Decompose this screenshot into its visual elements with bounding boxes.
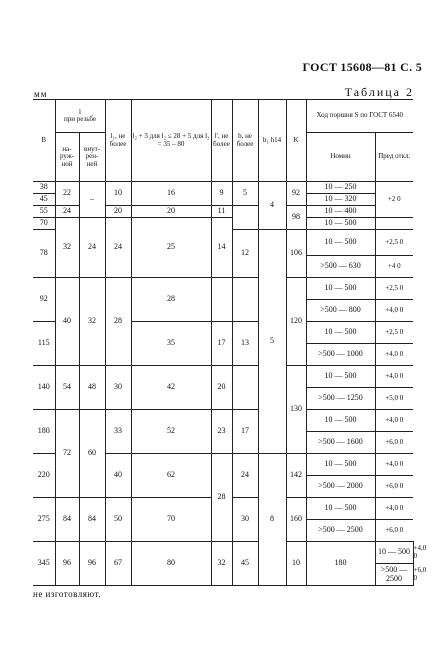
- cell-b: 345: [33, 542, 55, 586]
- cell-b-small: 12: [232, 230, 258, 278]
- cell-l2: 35: [131, 322, 211, 366]
- cell-b: 92: [33, 278, 55, 322]
- cell-tolerance: +2,5 0: [375, 322, 413, 344]
- col-tolerance: Пред откл.: [375, 133, 413, 182]
- cell-b: 55: [33, 206, 55, 218]
- col-l-subtitle: при резьбе: [64, 115, 96, 123]
- document-reference: ГОСТ 15608—81 С. 5: [302, 60, 422, 74]
- cell-stroke: 10 — 500: [375, 542, 413, 564]
- cell-lp: [211, 278, 232, 322]
- cell-nar: 84: [55, 498, 79, 542]
- cell-stroke: 10 — 500: [306, 410, 375, 432]
- cell-b: 45: [33, 194, 55, 206]
- cell-vnut: 60: [79, 410, 105, 498]
- cell-tolerance: +4,0 0: [375, 410, 413, 432]
- cell-nar: 96: [55, 542, 79, 586]
- cell-lp: 20: [211, 366, 232, 410]
- col-l-symbol: l: [79, 107, 81, 116]
- cell-b-small: 24: [232, 454, 258, 498]
- cell-lp: 28: [211, 454, 232, 542]
- cell-tolerance: +4 0: [375, 256, 413, 278]
- cell-k: 160: [286, 498, 306, 542]
- cell-b: 220: [33, 454, 55, 498]
- cell-l1: 28: [105, 278, 131, 366]
- cell-tolerance: +6,0 0: [375, 432, 413, 454]
- cell-nar: 32: [55, 218, 79, 278]
- cell-b: 38: [33, 182, 55, 194]
- cell-l2: 25: [131, 218, 211, 278]
- cell-stroke: 10 — 250: [306, 182, 375, 194]
- cell-stroke: >500 — 2500: [375, 564, 413, 586]
- cell-b-small: [232, 366, 258, 410]
- cell-nar: 72: [55, 410, 79, 498]
- cell-tolerance: +5,0 0: [375, 388, 413, 410]
- cell-vnut: 24: [79, 218, 105, 278]
- cell-k: 142: [286, 454, 306, 498]
- col-b-small: b, не более: [232, 100, 258, 182]
- cell-vnut: 32: [79, 278, 105, 366]
- cell-l2: 52: [131, 410, 211, 454]
- cell-k: 98: [286, 206, 306, 230]
- cell-stroke: >500 — 800: [306, 300, 375, 322]
- cell-l1: 67: [105, 542, 131, 586]
- cell-stroke: >500 — 2000: [306, 476, 375, 498]
- cell-vnut: 48: [79, 366, 105, 410]
- cell-stroke: >500 — 630: [306, 256, 375, 278]
- cell-tolerance: +4,0 0: [375, 344, 413, 366]
- cell-tolerance: +4,0 0: [375, 454, 413, 476]
- cell-b1: 8: [258, 454, 286, 586]
- cell-l1: 10: [105, 182, 131, 206]
- cell-tolerance: +6,0 0: [375, 520, 413, 542]
- cell-stroke: 10 — 500: [306, 498, 375, 520]
- cell-stroke: 10 — 500: [306, 322, 375, 344]
- cell-stroke: 10 — 320: [306, 194, 375, 206]
- cell-l1: 20: [105, 206, 131, 218]
- cell-b1: 4: [258, 182, 286, 230]
- col-l1: l₁, не более: [105, 100, 131, 182]
- cell-lp: 9: [211, 182, 232, 206]
- footnote: не изготовляют.: [33, 589, 101, 599]
- cell-l1: 50: [105, 498, 131, 542]
- cell-stroke: 10 — 500: [306, 278, 375, 300]
- cell-l2: 28: [131, 278, 211, 322]
- cell-vnut: 96: [79, 542, 105, 586]
- cell-b-small: [232, 206, 258, 230]
- cell-k: 130: [286, 366, 306, 454]
- cell-vnut: –: [79, 182, 105, 218]
- cell-l1: 33: [105, 410, 131, 454]
- cell-lp: 14: [211, 218, 232, 278]
- cell-b-small: 45: [232, 542, 258, 586]
- cell-tolerance: +4,0 0: [375, 366, 413, 388]
- cell-k: 180: [306, 542, 375, 586]
- cell-l1: 24: [105, 218, 131, 278]
- cell-lp: 23: [211, 410, 232, 454]
- unit-label: мм: [34, 89, 48, 99]
- cell-lp: 17: [211, 322, 232, 366]
- table-title: Таблица 2: [344, 85, 414, 99]
- col-stroke-group: Ход поршня S по ГОСТ 6540: [306, 100, 413, 133]
- cell-stroke: 10 — 500: [306, 218, 375, 230]
- cell-l2: 16: [131, 182, 211, 206]
- cell-b: 180: [33, 410, 55, 454]
- col-l-internal: внут- рен- ней: [79, 133, 105, 182]
- cell-b1: 5: [258, 230, 286, 454]
- col-lprime: l′, не более: [211, 100, 232, 182]
- cell-tolerance: +2 0: [375, 182, 413, 218]
- cell-b: 115: [33, 322, 55, 366]
- cell-tolerance: +2,5 0: [375, 278, 413, 300]
- cell-nar: 22: [55, 182, 79, 206]
- cell-b: 78: [33, 230, 55, 278]
- cell-tolerance: +4,0 0: [375, 498, 413, 520]
- cell-stroke: >500 — 2500: [306, 520, 375, 542]
- col-l-group: [55, 100, 105, 133]
- cell-b: 275: [33, 498, 55, 542]
- cell-lp: 32: [211, 542, 232, 586]
- cell-l1: 30: [105, 366, 131, 410]
- cell-b: 140: [33, 366, 55, 410]
- cell-k: 120: [286, 278, 306, 366]
- cell-l2: 80: [131, 542, 211, 586]
- cell-l2: 20: [131, 206, 211, 218]
- cell-b-small: [232, 278, 258, 322]
- col-l-external: на- руж- ной: [55, 133, 79, 182]
- col-nominal: Номин: [306, 133, 375, 182]
- cell-stroke: 10 — 400: [306, 206, 375, 218]
- cell-stroke: 10 — 500: [306, 230, 375, 256]
- cell-stroke: >500 — 1600: [306, 432, 375, 454]
- col-b1: b₁ h14: [258, 100, 286, 182]
- cell-stroke: 10 — 500: [306, 454, 375, 476]
- cell-tolerance: [375, 218, 413, 230]
- cell-nar: 54: [55, 366, 79, 410]
- cell-stroke: >500 — 1250: [306, 388, 375, 410]
- cell-tolerance: +6,0 0: [375, 476, 413, 498]
- cell-b1: 10: [286, 542, 306, 586]
- cell-k: 92: [286, 182, 306, 206]
- cell-l2: 42: [131, 366, 211, 410]
- cell-lp: 11: [211, 206, 232, 218]
- cell-stroke: >500 — 1000: [306, 344, 375, 366]
- cell-stroke: 10 — 500: [306, 366, 375, 388]
- cell-tolerance: +2,5 0: [375, 230, 413, 256]
- cell-l2: 70: [131, 498, 211, 542]
- cell-b-small: 13: [232, 322, 258, 366]
- col-l2: l₂ + 3 для l₂ ≤ 28 + 5 для l₂ = 35 – 80: [131, 100, 211, 182]
- cell-b-small: 30: [232, 498, 258, 542]
- dimensions-table: B l при резьбе l₁, не более l₂ + 3 для l₂ ≤ 28 + 5 для l₂ = 35 – 80 l′, не более b, не более b₁ h14 K Ход поршня S по ГОСТ 6540 на- руж- ной внут- рен- ней Номин Пред откл. 38 22 – 10 16 9 5 4 92 10 — 250 +2 0 45 10 — 320 55 24 20 20 11 98 10 — 400 70 32 24 24 25 14 10 — 500 78 12 5 106 10 — 500 +2,5 0 >500 — 630 +4 0 92 40 32 28 28 120 10 — 500 +2,5 0 >500 — 800 +4,0 0 115 35 17 13 10 — 500 +2,5 0 >500 — 1000 +4,0 0 140 54 48 30 42 20 130 10 — 500 +4,0 0 >500 — 1250 +5,0 0 180 72 60 33 52 23 17 10 — 500 +4,0 0 >500 — 1600 +6,0 0 220 40 62 28 24 8 142 10 — 500 +4,0 0 >500 — 2000 +6,0 0 275 84 84 50 70 30 160 10 — 500 +4,0 0 >500 — 2500 +6,0 0 345 96 96 67 80 32 45 10 180 10 — 500 +4,0 0 >500 — 2500 +6,0 0: [33, 99, 413, 586]
- cell-b-small: 17: [232, 410, 258, 454]
- cell-b: 70: [33, 218, 55, 230]
- cell-vnut: 84: [79, 498, 105, 542]
- cell-b-small: 5: [232, 182, 258, 206]
- cell-nar: 24: [55, 206, 79, 218]
- col-b: B: [33, 100, 55, 182]
- cell-nar: 40: [55, 278, 79, 366]
- cell-tolerance: +4,0 0: [375, 300, 413, 322]
- cell-l1: 40: [105, 454, 131, 498]
- cell-l2: 62: [131, 454, 211, 498]
- col-k: K: [286, 100, 306, 182]
- cell-k: 106: [286, 230, 306, 278]
